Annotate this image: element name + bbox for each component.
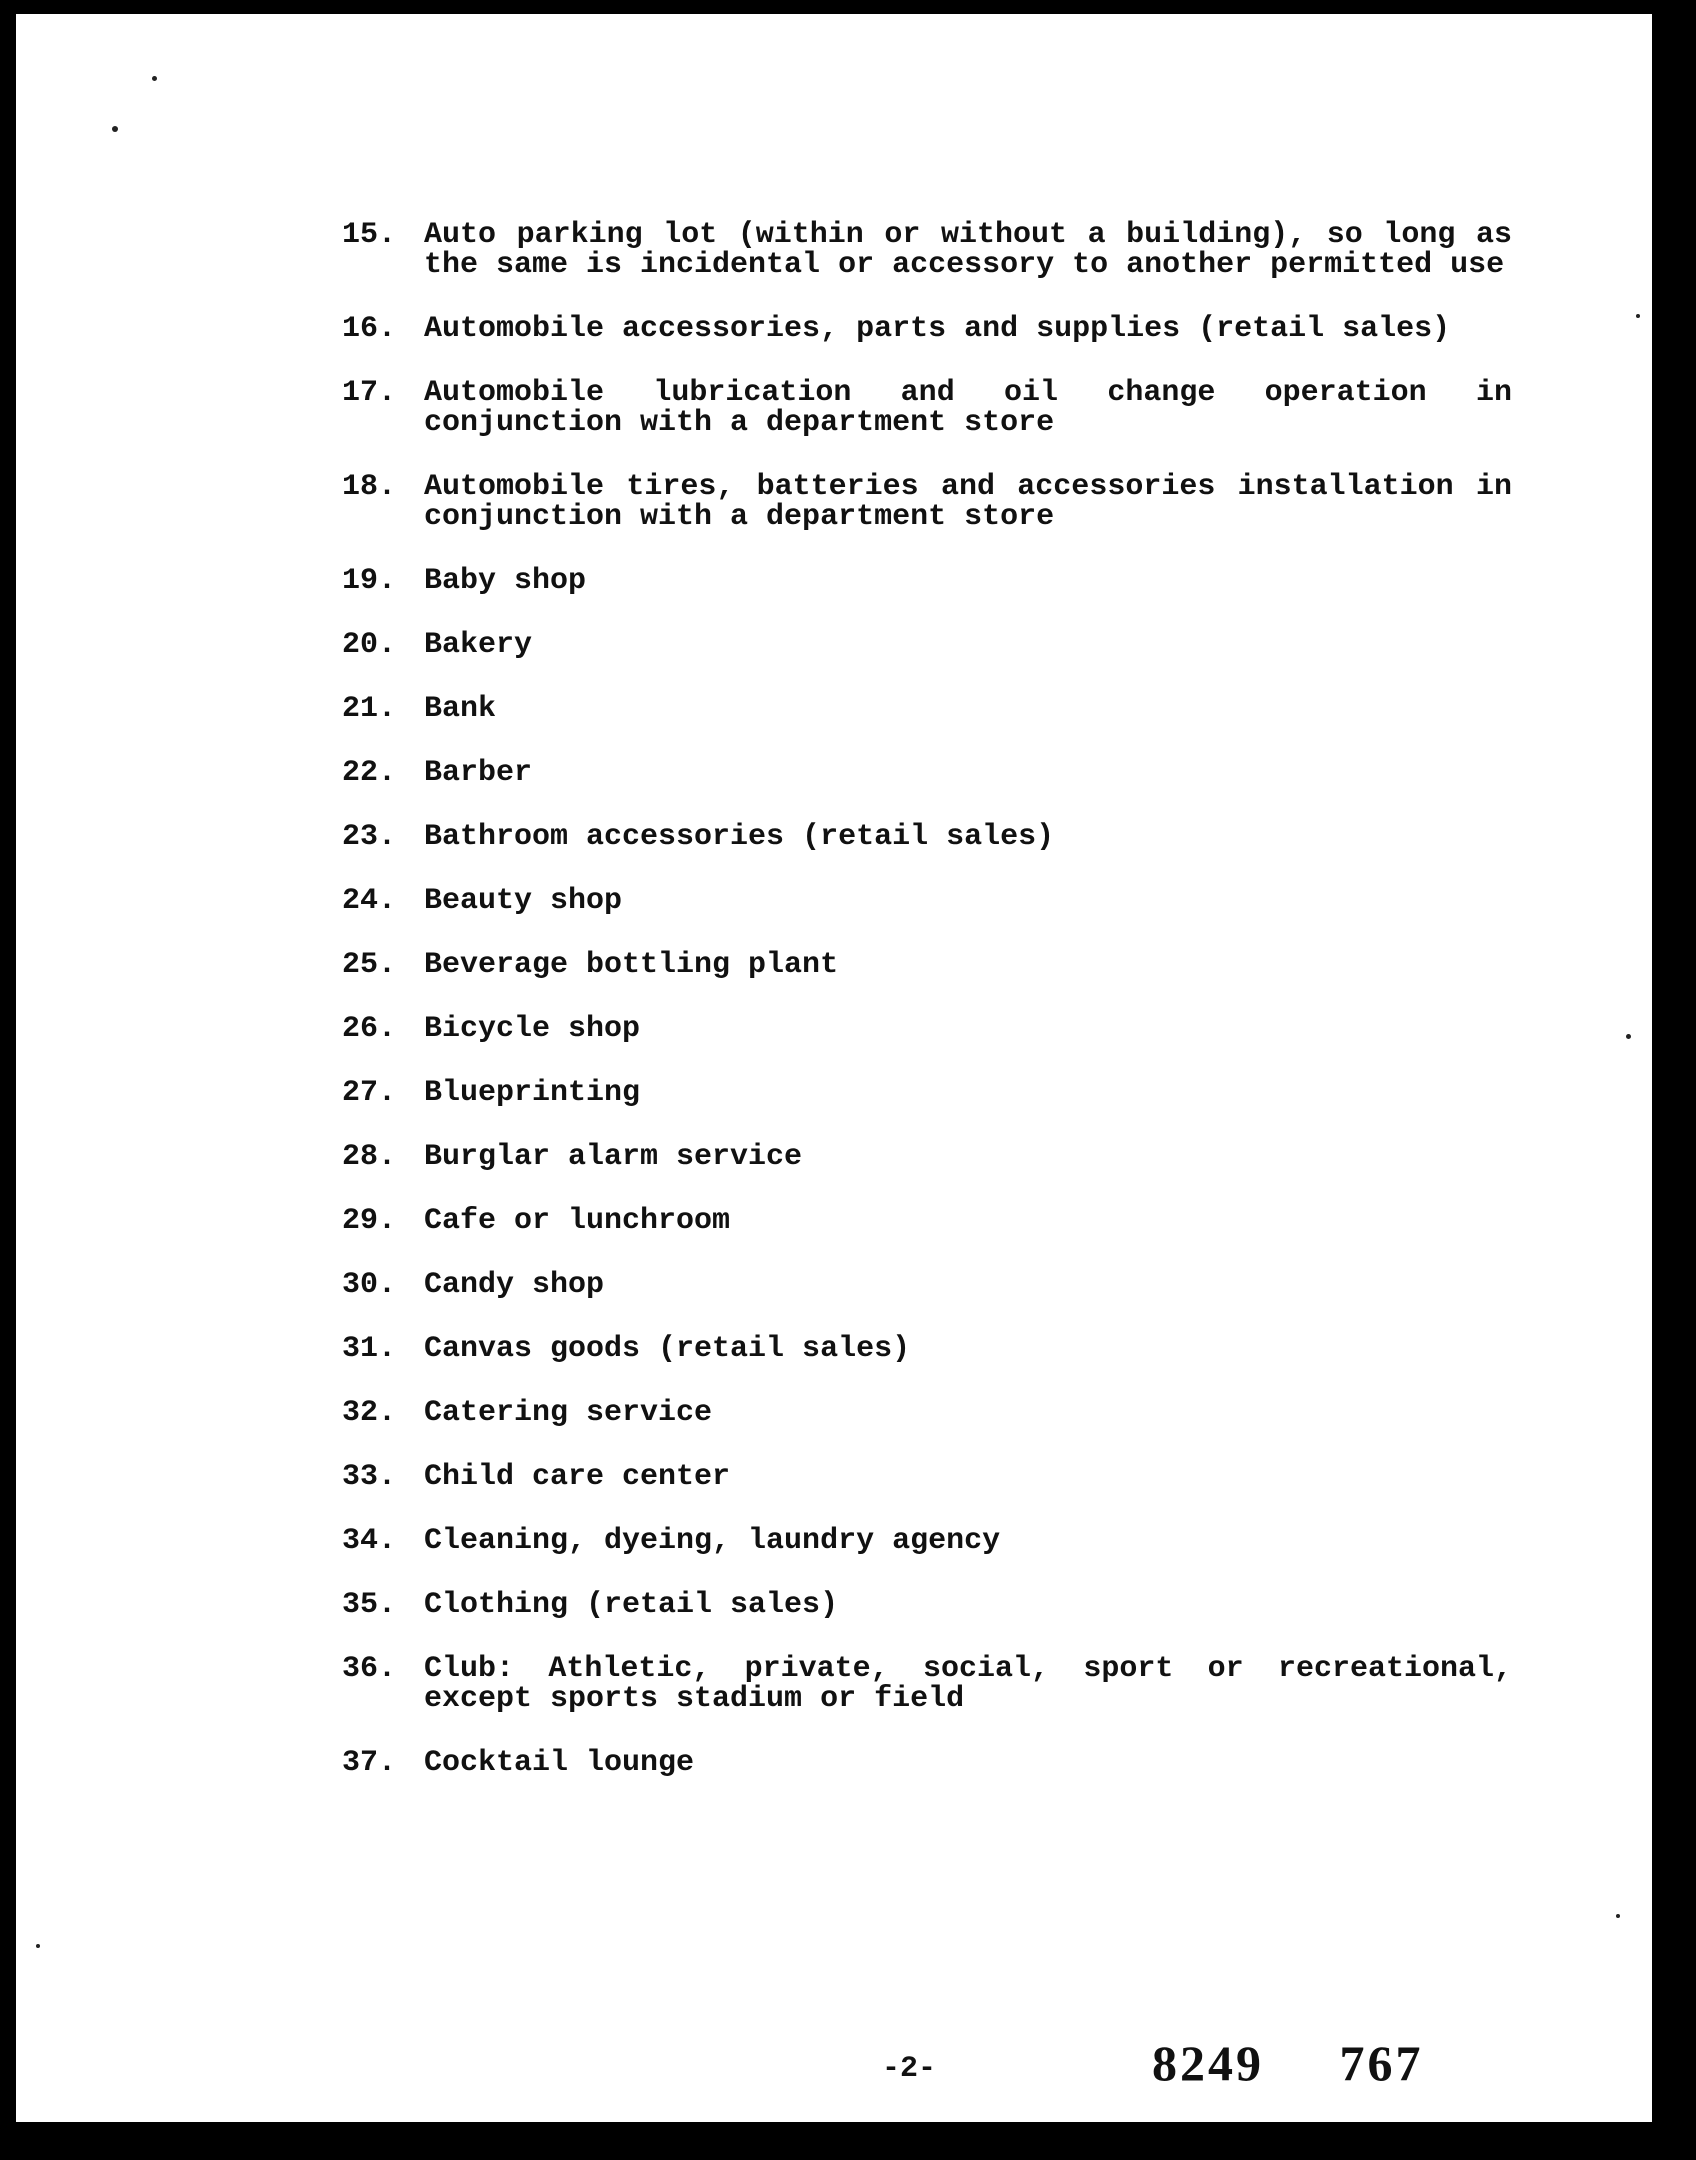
item-text: Blueprinting [424, 1076, 641, 1110]
scan-speck [1616, 1914, 1620, 1918]
item-number: 16. [342, 312, 397, 346]
item-text: Auto parking lot (within or without a building), so long as the same is incidental or accessory to another permitted use [424, 218, 1512, 282]
list-item [342, 822, 1512, 852]
item-text: Baby shop [424, 564, 587, 598]
list-item [342, 314, 1512, 344]
document-code: 8249 767 [1152, 2035, 1424, 2091]
list-item [342, 1590, 1512, 1620]
item-number: 31. [342, 1332, 397, 1366]
item-number: 32. [342, 1396, 397, 1430]
item-number: 18. [342, 470, 397, 504]
item-text: Child care center [424, 1460, 731, 1494]
scan-speck [112, 126, 118, 132]
item-number: 37. [342, 1746, 397, 1780]
item-number: 27. [342, 1076, 397, 1110]
item-text: Burglar alarm service [424, 1140, 803, 1174]
list-item [342, 1334, 1512, 1364]
item-text: Bank [424, 692, 497, 726]
list-item [342, 630, 1512, 660]
list-item [342, 1270, 1512, 1300]
item-text: Barber [424, 756, 533, 790]
item-number: 29. [342, 1204, 397, 1238]
item-number: 21. [342, 692, 397, 726]
item-text: Bicycle shop [424, 1012, 641, 1046]
item-number: 19. [342, 564, 397, 598]
list-item [342, 378, 1512, 438]
page-number: -2- [882, 2052, 937, 2086]
item-text: Automobile accessories, parts and supplies (retail sales) [424, 312, 1451, 346]
item-number: 35. [342, 1588, 397, 1622]
item-text: Cafe or lunchroom [424, 1204, 731, 1238]
item-number: 25. [342, 948, 397, 982]
item-number: 22. [342, 756, 397, 790]
item-number: 34. [342, 1524, 397, 1558]
item-number: 17. [342, 376, 397, 410]
item-text: Catering service [424, 1396, 713, 1430]
item-number: 24. [342, 884, 397, 918]
list-item [342, 1206, 1512, 1236]
list-item [342, 758, 1512, 788]
item-number: 23. [342, 820, 397, 854]
item-text: Automobile tires, batteries and accessories installation in conjunction with a department store [424, 470, 1512, 534]
permitted-uses-list [342, 220, 1512, 1812]
item-text: Automobile lubrication and oil change operation in conjunction with a department store [424, 376, 1512, 440]
item-number: 33. [342, 1460, 397, 1494]
list-item [342, 1748, 1512, 1778]
list-item [342, 1014, 1512, 1044]
list-item [342, 472, 1512, 532]
list-item [342, 1078, 1512, 1108]
list-item [342, 694, 1512, 724]
scan-speck [152, 76, 157, 81]
item-number: 26. [342, 1012, 397, 1046]
list-item [342, 220, 1512, 280]
item-text: Candy shop [424, 1268, 605, 1302]
list-item [342, 1462, 1512, 1492]
item-text: Beauty shop [424, 884, 623, 918]
item-text: Cocktail lounge [424, 1746, 695, 1780]
list-item [342, 1526, 1512, 1556]
item-text: Cleaning, dyeing, laundry agency [424, 1524, 1001, 1558]
item-text: Club: Athletic, private, social, sport or recreational, except sports stadium or field [424, 1652, 1512, 1716]
item-text: Canvas goods (retail sales) [424, 1332, 911, 1366]
list-item [342, 1654, 1512, 1714]
list-item [342, 1398, 1512, 1428]
document-page [16, 14, 1652, 2122]
item-text: Bathroom accessories (retail sales) [424, 820, 1055, 854]
list-item [342, 886, 1512, 916]
item-text: Clothing (retail sales) [424, 1588, 839, 1622]
scan-speck [36, 1944, 40, 1948]
list-item [342, 1142, 1512, 1172]
item-number: 20. [342, 628, 397, 662]
list-item [342, 566, 1512, 596]
item-text: Bakery [424, 628, 533, 662]
item-text: Beverage bottling plant [424, 948, 839, 982]
item-number: 36. [342, 1652, 397, 1686]
item-number: 30. [342, 1268, 397, 1302]
scan-speck [1626, 1034, 1631, 1039]
scan-speck [1636, 314, 1640, 318]
list-item [342, 950, 1512, 980]
item-number: 28. [342, 1140, 397, 1174]
item-number: 15. [342, 218, 397, 252]
scan-border [0, 2122, 1696, 2160]
